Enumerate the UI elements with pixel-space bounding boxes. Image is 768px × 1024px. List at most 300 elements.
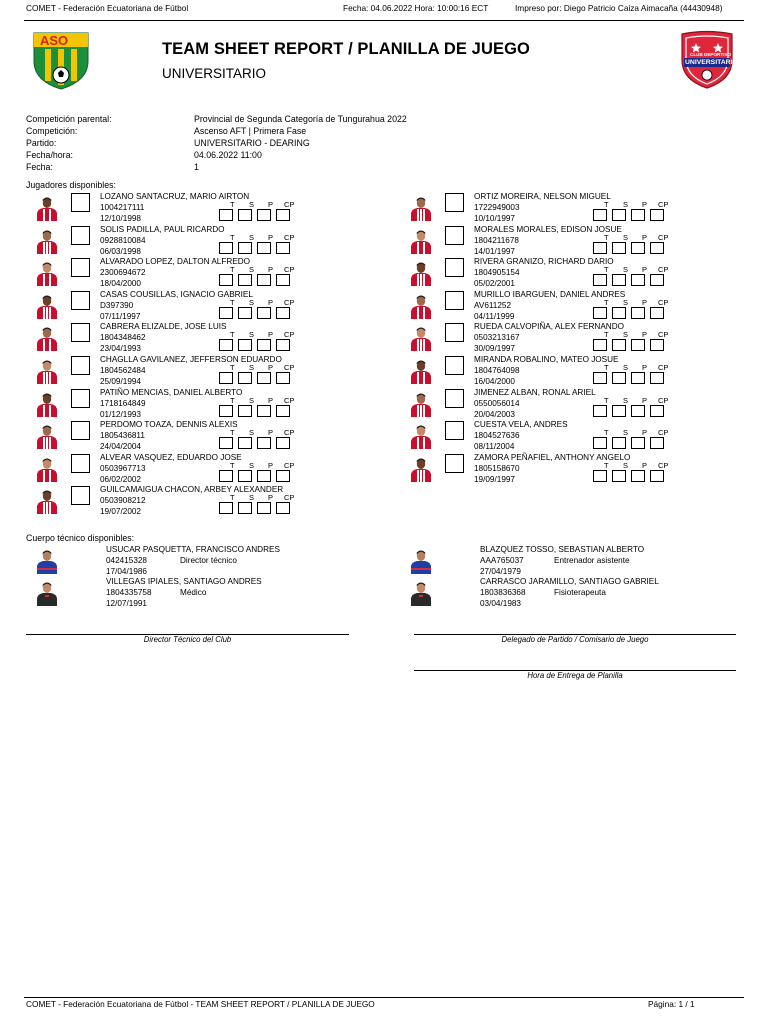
club-logo-subtext: CLUB DEPORTIVO — [690, 52, 732, 57]
player-id: 1722949003 — [474, 203, 520, 212]
staff-row — [400, 545, 740, 578]
t-box[interactable] — [219, 209, 233, 221]
report-header — [0, 3, 768, 19]
p-box[interactable] — [257, 372, 271, 384]
staff-id: AAA765037 — [480, 556, 524, 565]
info-value: UNIVERSITARIO - DEARING — [194, 138, 310, 148]
delivery-time-label: Hora de Entrega de Planilla — [527, 671, 623, 680]
staff-photo-icon — [408, 548, 434, 574]
player-id: 1804764098 — [474, 366, 520, 375]
association-logo-text: ASO — [40, 33, 69, 48]
staff-role: Fisioterapeuta — [554, 588, 606, 597]
tsp-labels — [598, 428, 678, 437]
tsp-label-p: P — [268, 363, 274, 372]
player-name: SOLIS PADILLA, PAUL RICARDO — [100, 224, 225, 234]
player-select-checkbox[interactable] — [71, 323, 90, 342]
tsp-labels — [598, 233, 678, 242]
player-row — [400, 322, 720, 355]
info-value: 1 — [194, 162, 199, 172]
t-box[interactable] — [593, 242, 607, 254]
tsp-label-p: P — [642, 330, 648, 340]
player-photo-icon — [408, 456, 434, 482]
t-box[interactable] — [593, 372, 607, 384]
player-row — [26, 192, 346, 225]
tsp-labels — [224, 363, 304, 372]
tsp-label-s: S — [249, 297, 255, 307]
staff-name: VILLEGAS IPIALES, SANTIAGO ANDRES — [106, 577, 262, 586]
tsp-label-t: T — [230, 493, 235, 503]
player-select-checkbox[interactable] — [445, 454, 464, 473]
cp-box[interactable] — [276, 502, 290, 514]
player-id: 1804348462 — [100, 333, 146, 343]
player-id: 1804527636 — [474, 431, 520, 441]
tsp-labels — [598, 200, 678, 209]
player-row — [400, 192, 720, 225]
tsp-label-t: T — [230, 363, 235, 372]
t-box[interactable] — [219, 274, 233, 286]
t-box[interactable] — [593, 339, 607, 351]
cp-box[interactable] — [650, 242, 664, 254]
t-box[interactable] — [219, 405, 233, 417]
s-box[interactable] — [238, 209, 252, 221]
cp-box[interactable] — [276, 209, 290, 221]
s-box[interactable] — [612, 274, 626, 286]
player-photo-icon — [34, 228, 60, 254]
association-logo — [30, 27, 92, 91]
s-box[interactable] — [238, 242, 252, 254]
cp-box[interactable] — [650, 307, 664, 319]
player-birthdate: 23/04/1993 — [100, 344, 141, 354]
header-system: COMET - Federación Ecuatoriana de Fútbol — [26, 3, 189, 13]
tsp-label-s: S — [623, 363, 629, 372]
tsp-labels — [224, 330, 304, 339]
player-id: 1804562484 — [100, 366, 146, 375]
tsp-label-cp: CP — [284, 200, 295, 209]
staff-photo-icon — [34, 548, 60, 574]
player-birthdate: 25/09/1994 — [100, 377, 141, 386]
tsp-labels — [598, 298, 678, 307]
tsp-label-cp: CP — [658, 297, 669, 307]
info-value: Provincial de Segunda Categoría de Tungurahua 2022 — [194, 114, 407, 124]
player-row — [26, 290, 346, 323]
player-photo-icon — [408, 228, 434, 254]
s-box[interactable] — [238, 307, 252, 319]
cp-box[interactable] — [650, 405, 664, 417]
tsp-labels — [224, 461, 304, 470]
s-box[interactable] — [612, 405, 626, 417]
player-id: 1805158670 — [474, 463, 520, 473]
staff-row — [26, 577, 366, 610]
cp-box[interactable] — [276, 470, 290, 482]
cp-box[interactable] — [276, 242, 290, 254]
tsp-label-p: P — [268, 265, 274, 275]
staff-heading: Cuerpo técnico disponibles: — [26, 533, 135, 543]
player-select-checkbox[interactable] — [445, 323, 464, 342]
cp-box[interactable] — [650, 274, 664, 286]
player-row — [26, 388, 346, 421]
player-name: CASAS COUSILLAS, IGNACIO GABRIEL — [100, 289, 253, 299]
p-box[interactable] — [257, 274, 271, 286]
tsp-label-cp: CP — [658, 265, 669, 275]
tsp-label-s: S — [249, 460, 255, 470]
t-box[interactable] — [219, 502, 233, 514]
cp-box[interactable] — [276, 372, 290, 384]
tsp-label-cp: CP — [284, 297, 295, 307]
p-box[interactable] — [257, 339, 271, 351]
staff-id: 1803836368 — [480, 588, 526, 597]
tsp-label-p: P — [268, 232, 274, 242]
player-birthdate: 04/11/1999 — [474, 311, 515, 321]
player-select-checkbox[interactable] — [71, 258, 90, 277]
player-photo-icon — [34, 391, 60, 417]
cp-box[interactable] — [650, 372, 664, 384]
p-box[interactable] — [257, 470, 271, 482]
player-name: MORALES MORALES, EDISON JOSUE — [474, 224, 622, 234]
player-photo-icon — [408, 293, 434, 319]
tsp-label-p: P — [642, 395, 648, 405]
p-box[interactable] — [631, 372, 645, 384]
info-value: Ascenso AFT | Primera Fase — [194, 126, 307, 136]
tsp-label-s: S — [623, 200, 629, 209]
player-photo-icon — [34, 423, 60, 449]
player-select-checkbox[interactable] — [445, 258, 464, 277]
player-birthdate: 06/02/2002 — [100, 474, 141, 484]
p-box[interactable] — [631, 339, 645, 351]
staff-name: BLAZQUEZ TOSSO, SEBASTIAN ALBERTO — [480, 545, 645, 554]
header-datetime: Fecha: 04.06.2022 Hora: 10:00:16 ECT — [343, 3, 489, 13]
p-box[interactable] — [257, 307, 271, 319]
report-title: TEAM SHEET REPORT / PLANILLA DE JUEGO — [162, 40, 530, 58]
p-box[interactable] — [631, 242, 645, 254]
staff-name: USUCAR PASQUETTA, FRANCISCO ANDRES — [106, 545, 280, 554]
tsp-label-p: P — [268, 460, 274, 470]
cp-box[interactable] — [276, 307, 290, 319]
player-id: 1804905154 — [474, 268, 520, 278]
cp-box[interactable] — [650, 209, 664, 221]
t-box[interactable] — [593, 307, 607, 319]
player-name: MIRANDA ROBALINO, MATEO JOSUE — [474, 355, 619, 364]
player-birthdate: 20/04/2003 — [474, 409, 515, 419]
p-box[interactable] — [631, 274, 645, 286]
t-box[interactable] — [219, 470, 233, 482]
player-row — [26, 322, 346, 355]
player-select-checkbox[interactable] — [445, 226, 464, 245]
tsp-label-p: P — [642, 428, 648, 438]
s-box[interactable] — [238, 372, 252, 384]
tsp-labels — [224, 233, 304, 242]
tsp-label-t: T — [604, 330, 609, 340]
player-photo-icon — [408, 391, 434, 417]
info-value: 04.06.2022 11:00 — [194, 150, 262, 160]
p-box[interactable] — [631, 437, 645, 449]
tsp-label-p: P — [642, 297, 648, 307]
player-birthdate: 19/07/2002 — [100, 507, 141, 517]
player-id: 0928810084 — [100, 235, 146, 245]
s-box[interactable] — [238, 274, 252, 286]
player-id: 0550056014 — [474, 398, 520, 408]
tsp-label-s: S — [623, 330, 629, 340]
tsp-label-t: T — [604, 265, 609, 275]
tsp-label-p: P — [268, 395, 274, 405]
staff-birthdate: 27/04/1979 — [480, 567, 521, 576]
info-row — [26, 113, 546, 125]
player-name: LOZANO SANTACRUZ, MARIO AIRTON — [100, 192, 250, 201]
info-label: Competición: — [26, 126, 78, 136]
tsp-label-s: S — [623, 428, 629, 438]
player-row — [400, 290, 720, 323]
tsp-labels — [224, 265, 304, 274]
player-name: CHAGLLA GAVILANEZ, JEFFERSON EDUARDO — [100, 355, 282, 364]
tsp-label-cp: CP — [284, 265, 295, 275]
tsp-label-t: T — [604, 363, 609, 372]
player-name: RIVERA GRANIZO, RICHARD DARIO — [474, 257, 614, 267]
player-row — [400, 420, 720, 453]
player-select-checkbox[interactable] — [71, 226, 90, 245]
p-box[interactable] — [631, 307, 645, 319]
tsp-label-p: P — [268, 428, 274, 438]
player-name: ORTIZ MOREIRA, NELSON MIGUEL — [474, 192, 611, 201]
player-select-checkbox[interactable] — [71, 389, 90, 408]
tsp-label-t: T — [230, 265, 235, 275]
tsp-label-t: T — [604, 200, 609, 209]
t-box[interactable] — [219, 242, 233, 254]
player-photo-icon — [34, 195, 60, 221]
tsp-labels — [598, 265, 678, 274]
player-birthdate: 19/09/1997 — [474, 474, 515, 484]
staff-role: Entrenador asistente — [554, 556, 630, 565]
tsp-label-s: S — [249, 200, 255, 209]
p-box[interactable] — [257, 209, 271, 221]
player-photo-icon — [34, 260, 60, 286]
tsp-label-p: P — [642, 460, 648, 470]
staff-row — [26, 545, 366, 578]
s-box[interactable] — [612, 437, 626, 449]
player-select-checkbox[interactable] — [445, 291, 464, 310]
cp-box[interactable] — [276, 437, 290, 449]
tsp-label-t: T — [230, 200, 235, 209]
s-box[interactable] — [612, 307, 626, 319]
s-box[interactable] — [238, 470, 252, 482]
tsp-label-cp: CP — [658, 460, 669, 470]
team-name: UNIVERSITARIO — [162, 66, 267, 81]
s-box[interactable] — [238, 437, 252, 449]
s-box[interactable] — [238, 502, 252, 514]
delegate-signature-label: Delegado de Partido / Comisario de Juego — [501, 635, 649, 644]
player-photo-icon — [408, 260, 434, 286]
info-row — [26, 161, 546, 173]
player-photo-icon — [408, 358, 434, 384]
player-select-checkbox[interactable] — [71, 454, 90, 473]
tsp-label-cp: CP — [658, 330, 669, 340]
player-row — [26, 257, 346, 290]
s-box[interactable] — [238, 339, 252, 351]
tsp-label-s: S — [623, 232, 629, 242]
player-row — [26, 225, 346, 258]
player-select-checkbox[interactable] — [445, 389, 464, 408]
player-photo-icon — [34, 358, 60, 384]
t-box[interactable] — [219, 437, 233, 449]
player-select-checkbox[interactable] — [71, 291, 90, 310]
player-select-checkbox[interactable] — [71, 193, 90, 212]
player-birthdate: 18/04/2000 — [100, 279, 141, 289]
player-id: 1805436811 — [100, 431, 145, 441]
player-name: ALVARADO LOPEZ, DALTON ALFREDO — [100, 257, 250, 267]
player-photo-icon — [34, 488, 60, 514]
tsp-label-cp: CP — [658, 428, 669, 438]
player-select-checkbox[interactable] — [71, 356, 90, 375]
players-heading: Jugadores disponibles: — [26, 180, 116, 190]
tsp-label-t: T — [230, 232, 235, 242]
tsp-labels — [598, 396, 678, 405]
player-row — [400, 225, 720, 258]
t-box[interactable] — [219, 307, 233, 319]
tsp-label-t: T — [230, 297, 235, 307]
p-box[interactable] — [257, 242, 271, 254]
player-id: 2300694672 — [100, 268, 146, 278]
player-row — [400, 355, 720, 388]
tsp-label-s: S — [249, 395, 255, 405]
tsp-labels — [224, 396, 304, 405]
player-row — [400, 257, 720, 290]
player-name: ZAMORA PEÑAFIEL, ANTHONY ANGELO — [474, 452, 631, 462]
t-box[interactable] — [593, 405, 607, 417]
player-select-checkbox[interactable] — [71, 421, 90, 440]
s-box[interactable] — [612, 372, 626, 384]
player-name: CABRERA ELIZALDE, JOSE LUIS — [100, 322, 227, 332]
tsp-label-cp: CP — [284, 493, 295, 503]
tsp-label-t: T — [604, 297, 609, 307]
player-id: D397390 — [100, 300, 134, 310]
tsp-label-t: T — [604, 460, 609, 470]
player-select-checkbox[interactable] — [445, 356, 464, 375]
s-box[interactable] — [612, 470, 626, 482]
tsp-label-s: S — [623, 265, 629, 275]
tsp-label-cp: CP — [284, 460, 295, 470]
info-row — [26, 149, 546, 161]
info-label: Competición parental: — [26, 114, 112, 124]
player-name: PATIÑO MENCIAS, DANIEL ALBERTO — [100, 387, 243, 397]
s-box[interactable] — [238, 405, 252, 417]
staff-name: CARRASCO JARAMILLO, SANTIAGO GABRIEL — [480, 577, 659, 586]
player-id: 1718164849 — [100, 398, 146, 408]
tsp-label-cp: CP — [284, 232, 295, 242]
info-label: Fecha: — [26, 162, 53, 172]
tsp-label-s: S — [623, 297, 629, 307]
footer-divider — [24, 997, 744, 998]
cp-box[interactable] — [276, 339, 290, 351]
info-row — [26, 137, 546, 149]
player-birthdate: 24/04/2004 — [100, 442, 141, 452]
report-footer — [0, 999, 768, 1013]
club-logo — [676, 28, 738, 90]
staff-photo-icon — [34, 580, 60, 606]
p-box[interactable] — [257, 405, 271, 417]
tsp-label-p: P — [268, 200, 274, 209]
tsp-labels — [224, 428, 304, 437]
tsp-labels — [598, 363, 678, 372]
cp-box[interactable] — [276, 405, 290, 417]
t-box[interactable] — [593, 209, 607, 221]
tsp-label-p: P — [642, 265, 648, 275]
cp-box[interactable] — [650, 339, 664, 351]
player-select-checkbox[interactable] — [71, 486, 90, 505]
p-box[interactable] — [631, 405, 645, 417]
t-box[interactable] — [219, 372, 233, 384]
footer-title: COMET - Federación Ecuatoriana de Fútbol - TEAM SHEET REPORT / PLANILLA DE JUEGO — [26, 999, 375, 1009]
tsp-label-p: P — [268, 493, 274, 503]
staff-birthdate: 12/07/1991 — [106, 599, 147, 608]
s-box[interactable] — [612, 242, 626, 254]
t-box[interactable] — [593, 274, 607, 286]
tsp-label-cp: CP — [658, 232, 669, 242]
tsp-label-s: S — [249, 330, 255, 340]
tsp-label-t: T — [604, 428, 609, 438]
tsp-label-t: T — [230, 330, 235, 340]
tsp-label-cp: CP — [284, 330, 295, 340]
tsp-label-p: P — [642, 200, 648, 209]
t-box[interactable] — [219, 339, 233, 351]
p-box[interactable] — [257, 437, 271, 449]
player-id: 0503213167 — [474, 333, 520, 343]
t-box[interactable] — [593, 470, 607, 482]
player-name: CUESTA VELA, ANDRES — [474, 420, 568, 430]
staff-id: 042415328 — [106, 556, 147, 565]
player-select-checkbox[interactable] — [445, 193, 464, 212]
info-label: Partido: — [26, 138, 57, 148]
player-birthdate: 30/09/1997 — [474, 344, 515, 354]
tsp-label-t: T — [604, 232, 609, 242]
footer-page: Página: 1 / 1 — [648, 999, 695, 1009]
tsp-label-cp: CP — [658, 200, 669, 209]
player-photo-icon — [408, 195, 434, 221]
player-id: 0503967713 — [100, 463, 146, 473]
tsp-label-s: S — [249, 428, 255, 438]
player-select-checkbox[interactable] — [445, 421, 464, 440]
cp-box[interactable] — [650, 470, 664, 482]
s-box[interactable] — [612, 209, 626, 221]
cp-box[interactable] — [276, 274, 290, 286]
cp-box[interactable] — [650, 437, 664, 449]
tsp-label-t: T — [604, 395, 609, 405]
header-divider — [24, 20, 744, 21]
player-birthdate: 10/10/1997 — [474, 214, 515, 223]
tsp-label-s: S — [623, 395, 629, 405]
player-birthdate: 16/04/2000 — [474, 377, 515, 386]
player-row — [26, 355, 346, 388]
player-photo-icon — [34, 325, 60, 351]
player-id: 1804211678 — [474, 235, 519, 245]
tsp-labels — [598, 330, 678, 339]
p-box[interactable] — [257, 502, 271, 514]
t-box[interactable] — [593, 437, 607, 449]
p-box[interactable] — [631, 470, 645, 482]
tsp-label-s: S — [249, 493, 255, 503]
player-row — [400, 388, 720, 421]
player-name: GUILCAMAIGUA CHACON, ARBEY ALEXANDER — [100, 485, 284, 495]
player-photo-icon — [408, 423, 434, 449]
tsp-label-cp: CP — [658, 395, 669, 405]
p-box[interactable] — [631, 209, 645, 221]
player-name: ALVEAR VASQUEZ, EDUARDO JOSE — [100, 452, 242, 462]
tsp-label-s: S — [623, 460, 629, 470]
tsp-label-t: T — [230, 460, 235, 470]
player-birthdate: 07/11/1997 — [100, 311, 141, 321]
s-box[interactable] — [612, 339, 626, 351]
tsp-labels — [224, 200, 304, 209]
player-birthdate: 01/12/1993 — [100, 409, 141, 419]
staff-birthdate: 17/04/1986 — [106, 567, 147, 576]
tsp-label-cp: CP — [658, 363, 669, 372]
